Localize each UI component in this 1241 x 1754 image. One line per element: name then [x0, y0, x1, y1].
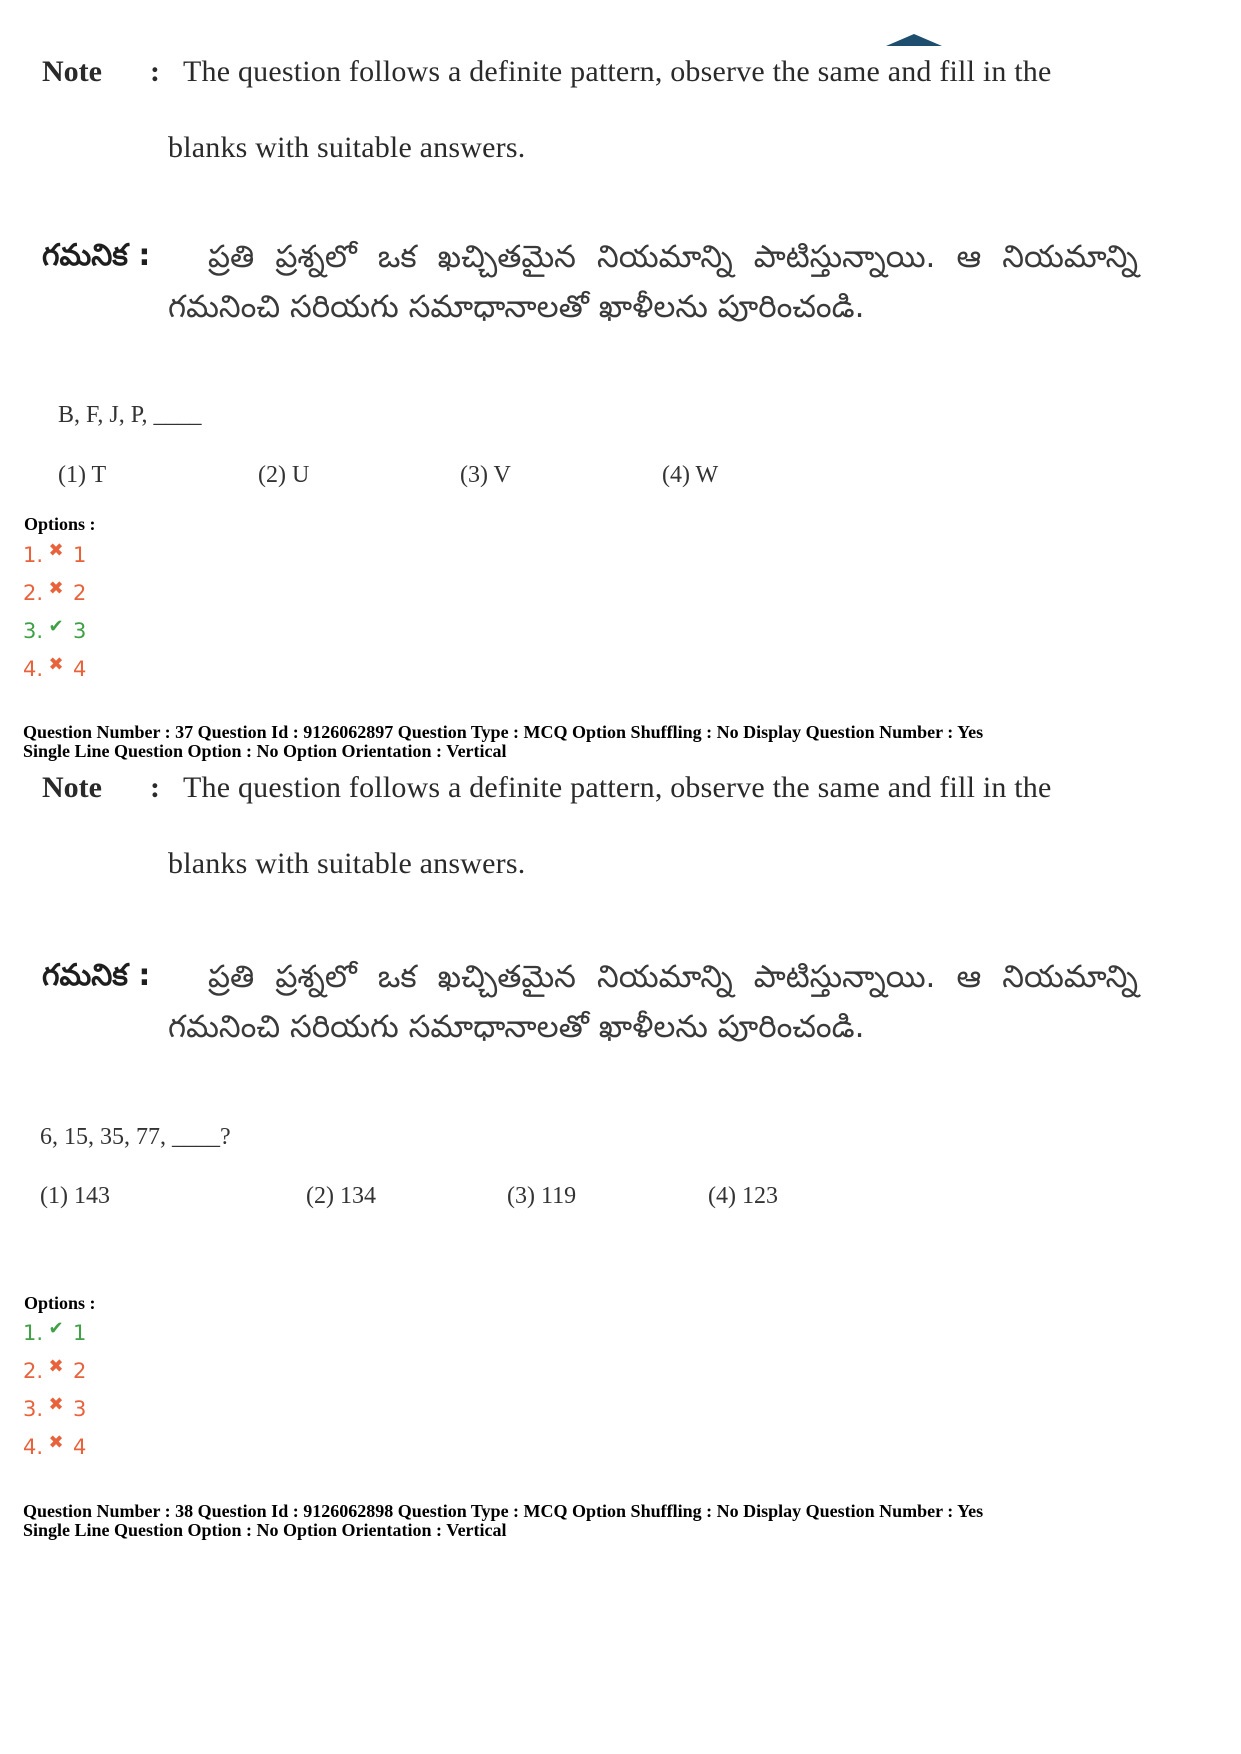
choice-3: (3) V: [460, 462, 511, 488]
check-icon: ✔: [48, 615, 64, 637]
cross-icon: ✖: [48, 1355, 64, 1377]
cross-icon: ✖: [48, 1431, 64, 1453]
note-label: Note: [42, 771, 102, 804]
choice-1: (1) T: [58, 462, 107, 488]
check-icon: ✔: [48, 1317, 64, 1339]
option-number: 4.: [23, 1435, 44, 1459]
caret-mark-icon: [886, 34, 942, 46]
option-value: 3: [73, 1397, 87, 1421]
option-number: 3.: [23, 619, 44, 643]
options-list: [23, 540, 86, 684]
option-item: [23, 1356, 86, 1386]
note-colon: :: [150, 771, 160, 804]
option-number: 1.: [23, 1321, 44, 1345]
question-meta-line-1: Question Number : 38 Question Id : 9126062898 Question Type : MCQ Option Shuffling : No Display Question Number : Yes: [23, 1501, 984, 1521]
cross-icon: ✖: [48, 653, 64, 675]
option-value: 4: [73, 657, 87, 681]
option-value: 3: [73, 619, 87, 643]
choice-4: (4) 123: [708, 1183, 778, 1209]
cross-icon: ✖: [48, 577, 64, 599]
options-heading: Options :: [24, 1293, 96, 1313]
telugu-note-text: ప్రతి ప్రశ్నలో ఒక ఖచ్చితమైన నియమాన్ని పాటిస్తున్నాయి. ఆ నియమాన్ని గమనించి సరియగు సమాధానాలతో ఖాళీలను పూరించండి.: [168, 239, 1138, 325]
question-meta-line-2: Single Line Question Option : No Option Orientation : Vertical: [23, 1520, 507, 1540]
option-item: [23, 1394, 86, 1424]
option-value: 4: [73, 1435, 87, 1459]
note-line-2: blanks with suitable answers.: [168, 131, 526, 164]
option-value: 1: [73, 543, 87, 567]
option-item: [23, 578, 86, 608]
choice-2: (2) 134: [306, 1183, 376, 1209]
question-sequence: B, F, J, P, ____: [58, 402, 202, 428]
cross-icon: ✖: [48, 539, 64, 561]
option-number: 2.: [23, 1359, 44, 1383]
option-item: [23, 616, 86, 646]
option-number: 4.: [23, 657, 44, 681]
note-line-1: The question follows a definite pattern, observe the same and fill in the: [183, 55, 1052, 88]
telugu-note-text: ప్రతి ప్రశ్నలో ఒక ఖచ్చితమైన నియమాన్ని పాటిస్తున్నాయి. ఆ నియమాన్ని గమనించి సరియగు సమాధానాలతో ఖాళీలను పూరించండి.: [168, 959, 1138, 1045]
option-item: [23, 654, 86, 684]
option-number: 2.: [23, 581, 44, 605]
choice-3: (3) 119: [507, 1183, 577, 1209]
question-meta-line-1: Question Number : 37 Question Id : 9126062897 Question Type : MCQ Option Shuffling : No Display Question Number : Yes: [23, 722, 984, 742]
choice-4: (4) W: [662, 462, 719, 488]
question-sequence: 6, 15, 35, 77, ____?: [40, 1124, 231, 1150]
options-heading: Options :: [24, 514, 96, 534]
option-value: 1: [73, 1321, 87, 1345]
options-list: [23, 1318, 86, 1462]
option-value: 2: [73, 1359, 87, 1383]
option-item: [23, 540, 86, 570]
option-number: 3.: [23, 1397, 44, 1421]
note-line-1: The question follows a definite pattern, observe the same and fill in the: [183, 771, 1052, 804]
cross-icon: ✖: [48, 1393, 64, 1415]
option-number: 1.: [23, 543, 44, 567]
option-item: [23, 1432, 86, 1462]
choice-2: (2) U: [258, 462, 310, 488]
option-value: 2: [73, 581, 87, 605]
option-item: [23, 1318, 86, 1348]
telugu-note-label: గమనిక :: [42, 238, 151, 273]
choice-1: (1) 143: [40, 1183, 110, 1209]
note-line-2: blanks with suitable answers.: [168, 847, 526, 880]
question-meta-line-2: Single Line Question Option : No Option Orientation : Vertical: [23, 741, 507, 761]
telugu-note-label: గమనిక :: [42, 958, 151, 993]
note-label: Note: [42, 55, 102, 88]
note-colon: :: [150, 55, 160, 88]
